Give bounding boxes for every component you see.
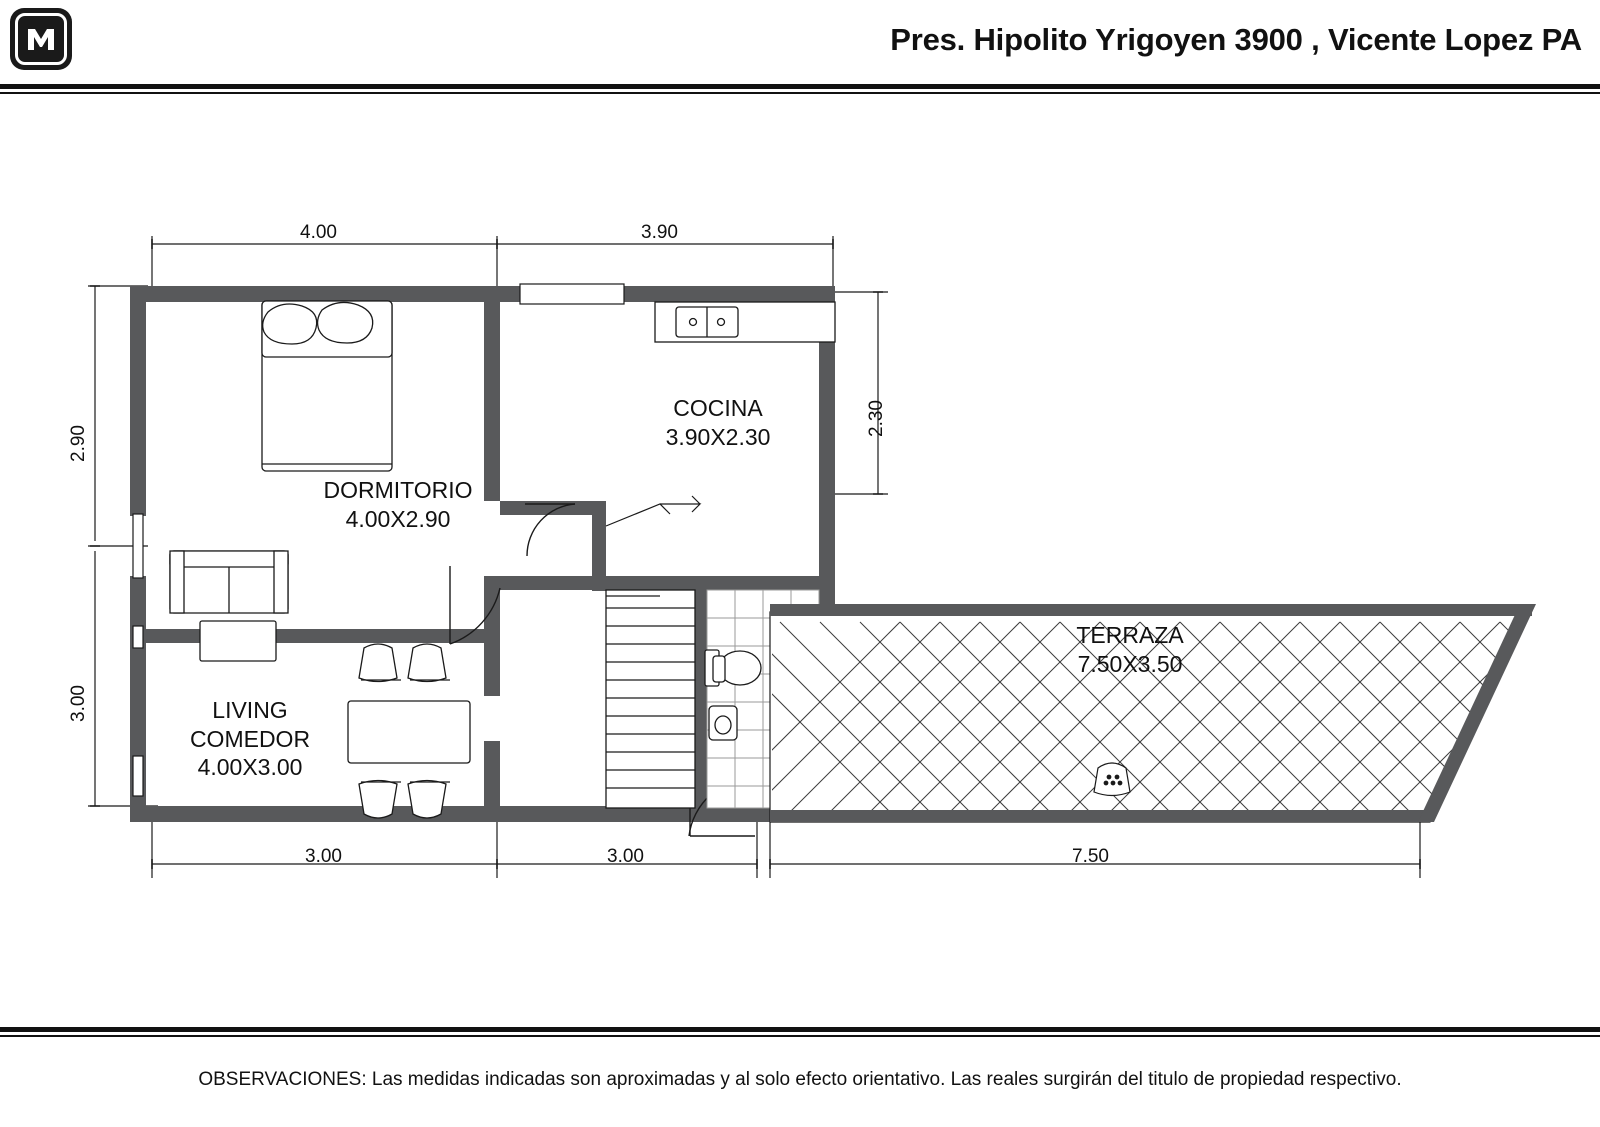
footer-divider-thin (0, 1035, 1600, 1037)
dimension-lines-top (152, 236, 833, 286)
room-dims-living: 4.00X3.00 (197, 754, 303, 781)
toilet-icon (705, 650, 761, 686)
room-name-terraza: TERRAZA (1076, 622, 1184, 648)
m-logo-icon (10, 8, 72, 70)
bathroom-sink-icon (709, 706, 737, 740)
observations-note: OBSERVACIONES: Las medidas indicadas son aproximadas y al solo efecto orientativo. Las reales surgirán del titulo de propiedad respectivo. (198, 1069, 1402, 1090)
page-title: Pres. Hipolito Yrigoyen 3900 , Vicente Lopez PA (890, 22, 1582, 57)
dim-bottom-1: 3.00 (305, 846, 342, 867)
footer-divider-thick (0, 1027, 1600, 1032)
logo-inner-frame (15, 13, 67, 65)
room-name-dormitorio: DORMITORIO (323, 477, 473, 503)
dim-bottom-2: 3.00 (607, 846, 644, 867)
header-divider-thin (0, 92, 1600, 94)
room-label-dormitorio (243, 476, 553, 533)
room-label-terraza (980, 621, 1280, 678)
room-label-cocina (568, 394, 868, 451)
room-name-living: LIVING (212, 697, 288, 723)
sofa-icon (170, 551, 288, 613)
floor-plan-drawing (0, 96, 1600, 1026)
dim-left-lower: 3.00 (68, 685, 89, 722)
room-dims-cocina: 3.90X2.30 (665, 423, 771, 450)
stairs-icon (606, 496, 700, 808)
room-name-cocina: COCINA (673, 395, 763, 421)
dim-bottom-3: 7.50 (1072, 846, 1109, 867)
terrace-drain-icon (1094, 763, 1130, 796)
kitchen-sink-icon (655, 302, 835, 342)
dim-right-cocina: 2.30 (866, 400, 887, 437)
dim-left-upper: 2.90 (68, 425, 89, 462)
header-divider-thick (0, 84, 1600, 89)
coffee-table-icon (200, 621, 276, 661)
bed-icon (262, 301, 392, 471)
floor-plan (0, 96, 1600, 1026)
room-name-comedor: COMEDOR (189, 725, 311, 752)
room-label-living-comedor (125, 696, 375, 782)
page-header (0, 0, 1600, 90)
room-dims-terraza: 7.50X3.50 (1077, 650, 1183, 677)
dimension-lines-right (833, 292, 888, 494)
room-dims-dormitorio: 4.00X2.90 (345, 505, 451, 532)
dim-top-right: 3.90 (641, 222, 678, 243)
logo-glyph-icon (26, 26, 56, 52)
dim-top-left: 4.00 (300, 222, 337, 243)
